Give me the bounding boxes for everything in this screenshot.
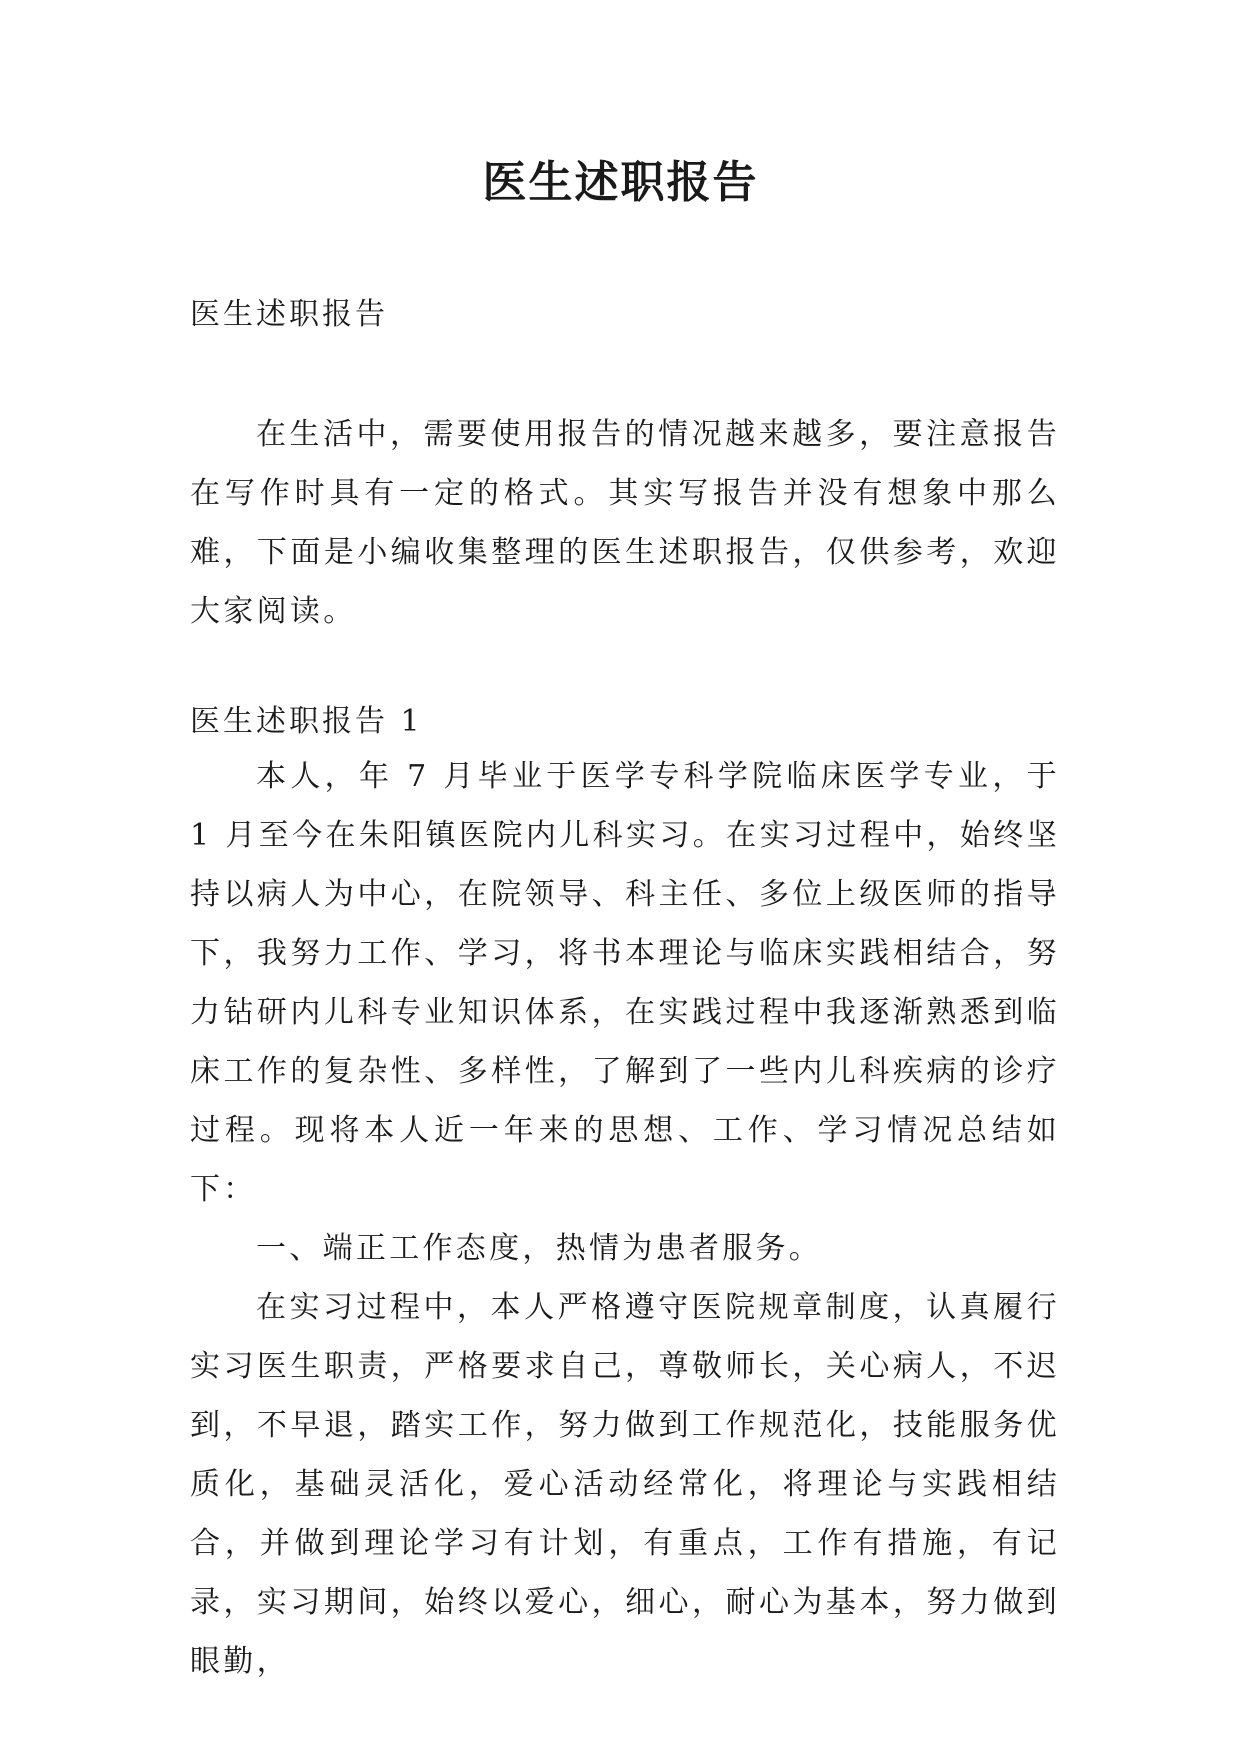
intro-section xyxy=(190,405,1060,641)
section-heading: 医生述职报告 1 xyxy=(190,704,423,739)
paragraph: 本人，年 7 月毕业于医学专科学院临床医学专业，于 1 月至今在朱阳镇医院内儿科实习。在实习过程中，始终坚持以病人为中心，在院领导、科主任、多位上级医师的指导下，我努力工作、学习，将书本理论与临床实践相结合，努力钻研内儿科专业知识体系，在实践过程中我逐渐熟悉到临床工作的复杂性、多样性，了解到了一些内儿科疾病的诊疗过程。现将本人近一年来的思想、工作、学习情况总结如下： xyxy=(190,759,1060,1207)
paragraph-heading: 一、端正工作态度，热情为患者服务。 xyxy=(256,1231,823,1266)
paragraph: 在实习过程中，本人严格遵守医院规章制度，认真履行实习医生职责，严格要求自己，尊敬师长，关心病人，不迟到，不早退，踏实工作，努力做到工作规范化，技能服务优质化，基础灵活化，爱心活动经常化，将理论与实践相结合，并做到理论学习有计划，有重点，工作有措施，有记录，实习期间，始终以爱心，细心，耐心为基本，努力做到眼勤， xyxy=(190,1290,1060,1679)
document-title: 医生述职报告 xyxy=(482,157,759,208)
section-body xyxy=(190,747,1060,1691)
intro-paragraph: 在生活中，需要使用报告的情况越来越多，要注意报告在写作时具有一定的格式。其实写报告并没有想象中那么难，下面是小编收集整理的医生述职报告，仅供参考，欢迎大家阅读。 xyxy=(190,417,1060,629)
document-subtitle: 医生述职报告 xyxy=(190,297,388,332)
